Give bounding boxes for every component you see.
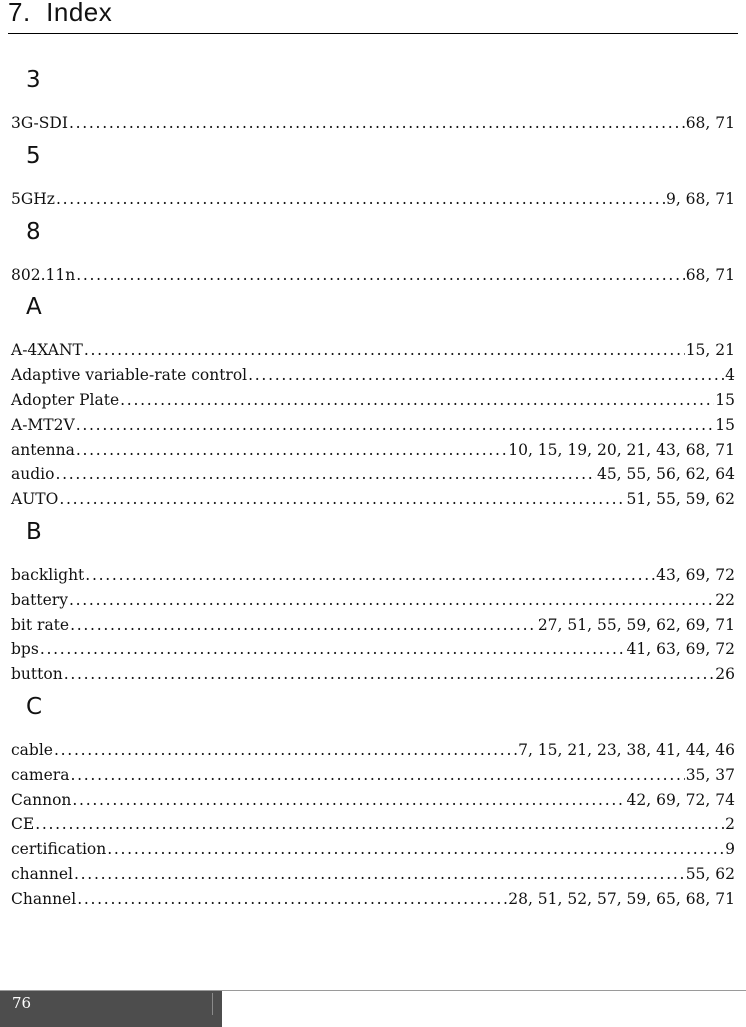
index-entry <box>11 111 735 136</box>
index-term: A-4XANT <box>11 341 83 360</box>
index-term: AUTO <box>11 490 59 509</box>
dot-leader <box>107 837 724 862</box>
index-entry <box>11 462 735 487</box>
index-entry <box>11 837 735 862</box>
index-pages: 28, 51, 52, 57, 59, 65, 68, 71 <box>508 889 735 908</box>
index-pages: 4 <box>725 366 735 385</box>
index-pages: 43, 69, 72 <box>656 565 735 584</box>
index-pages: 42, 69, 72, 74 <box>626 790 735 809</box>
index-entry <box>11 613 735 638</box>
index-entry <box>11 438 735 463</box>
dot-leader <box>56 187 665 212</box>
index-entry <box>11 388 735 413</box>
section-heading: 3 <box>26 67 41 93</box>
dot-leader <box>70 763 684 788</box>
dot-leader <box>54 738 517 763</box>
index-term: certification <box>11 840 107 859</box>
section-heading: 8 <box>26 218 41 245</box>
dot-leader <box>40 637 626 662</box>
index-term: bit rate <box>11 615 70 634</box>
index-entry <box>11 588 735 613</box>
index-term: battery <box>11 590 68 609</box>
index-pages: 15 <box>715 390 735 409</box>
index-pages: 45, 55, 56, 62, 64 <box>596 465 735 484</box>
footer-bar <box>0 991 222 1027</box>
dot-leader <box>69 588 714 613</box>
index-pages: 22 <box>715 590 735 609</box>
index-pages: 2 <box>725 815 735 834</box>
index-pages: 68, 71 <box>685 114 735 132</box>
index-term: Adaptive variable-rate control <box>11 366 248 385</box>
dot-leader <box>76 263 684 288</box>
index-entry <box>11 763 735 788</box>
index-pages: 9 <box>725 840 735 859</box>
index-entry <box>11 563 735 588</box>
index-list <box>11 67 735 912</box>
page-title: 7. Index <box>8 0 113 27</box>
dot-leader <box>59 487 625 512</box>
dot-leader <box>76 413 715 438</box>
index-entry <box>11 662 735 687</box>
index-pages: 10, 15, 19, 20, 21, 43, 68, 71 <box>508 440 735 459</box>
dot-leader <box>85 563 655 588</box>
dot-leader <box>120 388 714 413</box>
index-term: Channel <box>11 889 77 908</box>
dot-leader <box>72 788 625 813</box>
dot-leader <box>248 363 724 388</box>
section-heading: B <box>26 518 42 545</box>
page-header <box>8 0 738 34</box>
index-pages: 55, 62 <box>685 864 735 883</box>
index-pages: 35, 37 <box>685 765 735 784</box>
index-pages: 68, 71 <box>685 265 735 284</box>
dot-leader <box>55 462 596 487</box>
index-term: 802.11n <box>11 265 76 284</box>
dot-leader <box>70 613 537 638</box>
index-term: Cannon <box>11 790 72 809</box>
index-entry <box>11 187 735 212</box>
dot-leader <box>35 812 724 837</box>
index-pages: 9, 68, 71 <box>665 189 735 208</box>
index-pages: 27, 51, 55, 59, 62, 69, 71 <box>537 615 735 634</box>
index-term: 3G-SDI <box>11 114 68 132</box>
index-term: button <box>11 665 63 684</box>
index-pages: 15 <box>715 415 735 434</box>
section-heading: A <box>26 294 42 321</box>
footer-separator <box>212 993 213 1015</box>
index-entry <box>11 487 735 512</box>
index-term: Adopter Plate <box>11 390 120 409</box>
index-entry <box>11 738 735 763</box>
index-term: A-MT2V <box>11 415 75 434</box>
index-entry <box>11 887 735 912</box>
index-pages: 41, 63, 69, 72 <box>626 640 735 659</box>
section-heading: C <box>26 693 43 720</box>
index-term: CE <box>11 815 35 834</box>
index-term: audio <box>11 465 55 484</box>
index-term: bps <box>11 640 39 659</box>
index-entry <box>11 263 735 288</box>
index-entry <box>11 862 735 887</box>
index-pages: 7, 15, 21, 23, 38, 41, 44, 46 <box>518 740 735 759</box>
index-pages: 26 <box>715 665 735 684</box>
dot-leader <box>69 111 685 136</box>
index-term: 5GHz <box>11 189 55 208</box>
index-pages: 51, 55, 59, 62 <box>626 490 735 509</box>
section-heading: 5 <box>26 142 41 169</box>
dot-leader <box>76 438 507 463</box>
dot-leader <box>64 662 715 687</box>
index-term: camera <box>11 765 70 784</box>
index-term: antenna <box>11 440 75 459</box>
index-entry <box>11 413 735 438</box>
index-entry <box>11 637 735 662</box>
index-term: backlight <box>11 565 85 584</box>
index-entry <box>11 812 735 837</box>
page-number: 76 <box>12 994 32 1012</box>
index-term: cable <box>11 740 53 759</box>
dot-leader <box>77 887 507 912</box>
dot-leader <box>74 862 685 887</box>
index-entry <box>11 338 735 363</box>
index-entry <box>11 363 735 388</box>
index-entry <box>11 788 735 813</box>
dot-leader <box>84 338 685 363</box>
index-term: channel <box>11 864 73 883</box>
index-pages: 15, 21 <box>685 341 735 360</box>
